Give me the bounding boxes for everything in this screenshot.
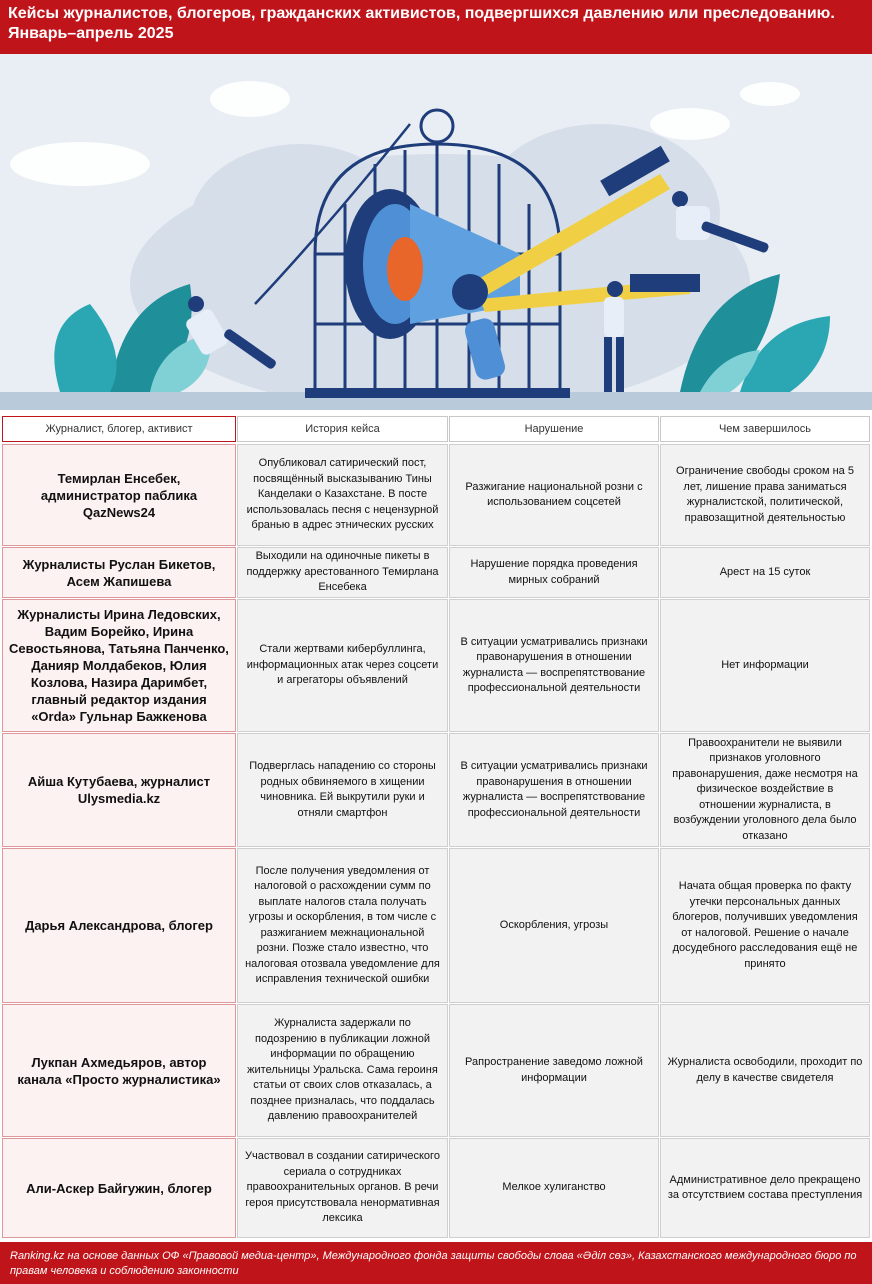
table-cell-outcome: Начата общая проверка по факту утечки персональных данных блогеров, получивших уведомления от налоговой. Решение о начале досудебного расследования ещё не принято xyxy=(660,848,870,1003)
table-cell-story: Выходили на одиночные пикеты в поддержку арестованного Темирлана Енсебека xyxy=(237,547,448,598)
table-cell-story: Стали жертвами кибербуллинга, информационных атак через соцсети и агрегаторы объявлений xyxy=(237,599,448,732)
column-header-violation: Нарушение xyxy=(449,416,659,442)
table-cell-story: Опубликовал сатирический пост, посвящённый высказыванию Тины Канделаки о Казахстане. В посте использовалась песня с нецензурной бранью в адрес этнических русских xyxy=(237,444,448,546)
table-cell-outcome: Административное дело прекращено за отсутствием состава преступления xyxy=(660,1138,870,1238)
table-cell-outcome: Правоохранители не выявили признаков уголовного правонарушения, даже несмотря на физическое воздействие в отношении журналиста, в возбуждении уголовного дела было отказано xyxy=(660,733,870,847)
table-cell-violation: Разжигание национальной розни с использованием соцсетей xyxy=(449,444,659,546)
page-title: Кейсы журналистов, блогеров, гражданских активистов, подвергшихся давлению или преследованию. Январь–апрель 2025 xyxy=(0,0,872,54)
table-cell-story: После получения уведомления от налоговой о расхождении сумм по выплате налогов стала получать угрозы и оскорбления, в том числе с разжиганием межнациональной розни. Позже стало известно, что налоговая отозвала уведомление для исправления технической ошибки xyxy=(237,848,448,1003)
table-cell-violation: Нарушение порядка проведения мирных собраний xyxy=(449,547,659,598)
source-footer: Ranking.kz на основе данных ОФ «Правовой медиа-центр», Международного фонда защиты свободы слова «Әділ сөз», Казахстанского международного бюро по правам человека и соблюдению законности xyxy=(0,1242,872,1284)
table-cell-violation: Оскорбления, угрозы xyxy=(449,848,659,1003)
illustration-cage-megaphone xyxy=(0,54,872,410)
table-cell-story: Подверглась нападению со стороны родных обвиняемого в хищении чиновника. Ей выкрутили руки и отняли смартфон xyxy=(237,733,448,847)
column-header-person: Журналист, блогер, активист xyxy=(2,416,236,442)
table-cell-violation: В ситуации усматривались признаки правонарушения в отношении журналиста — воспрепятствование профессиональной деятельности xyxy=(449,599,659,732)
table-cell-outcome: Журналиста освободили, проходит по делу в качестве свидетеля xyxy=(660,1004,870,1137)
table-cell-person: Дарья Александрова, блогер xyxy=(2,848,236,1003)
table-cell-outcome: Нет информации xyxy=(660,599,870,732)
table-cell-person: Лукпан Ахмедьяров, автор канала «Просто журналистика» xyxy=(2,1004,236,1137)
table-cell-story: Журналиста задержали по подозрению в публикации ложной информации по обращению жительницы Уральска. Сама героиня статьи от своих слов отказалась, а позднее призналась, что поддалась давлению правоохранителей xyxy=(237,1004,448,1137)
column-header-outcome: Чем завершилось xyxy=(660,416,870,442)
table-cell-outcome: Арест на 15 суток xyxy=(660,547,870,598)
table-cell-story: Участвовал в создании сатирического сериала о сотрудниках правоохранительных органов. В речи героя присутствовала ненормативная лексика xyxy=(237,1138,448,1238)
table-cell-violation: В ситуации усматривались признаки правонарушения в отношении журналиста — воспрепятствование профессиональной деятельности xyxy=(449,733,659,847)
table-cell-outcome: Ограничение свободы сроком на 5 лет, лишение права заниматься журналистской, политической, правозащитной деятельностью xyxy=(660,444,870,546)
table-cell-person: Али-Аскер Байгужин, блогер xyxy=(2,1138,236,1238)
table-cell-violation: Рапространение заведомо ложной информации xyxy=(449,1004,659,1137)
illustration-graphic xyxy=(0,54,872,410)
table-cell-violation: Мелкое хулиганство xyxy=(449,1138,659,1238)
column-header-story: История кейса xyxy=(237,416,448,442)
table-cell-person: Журналисты Ирина Ледовских, Вадим Борейко, Ирина Севостьянова, Татьяна Панченко, Данияр Молдабеков, Юлия Козлова, Назира Даримбет, главный редактор издания «Orda» Гульнар Бажкенова xyxy=(2,599,236,732)
table-cell-person: Журналисты Руслан Бикетов, Асем Жапишева xyxy=(2,547,236,598)
table-cell-person: Айша Кутубаева, журналист Ulysmedia.kz xyxy=(2,733,236,847)
table-cell-person: Темирлан Енсебек, администратор паблика QazNews24 xyxy=(2,444,236,546)
